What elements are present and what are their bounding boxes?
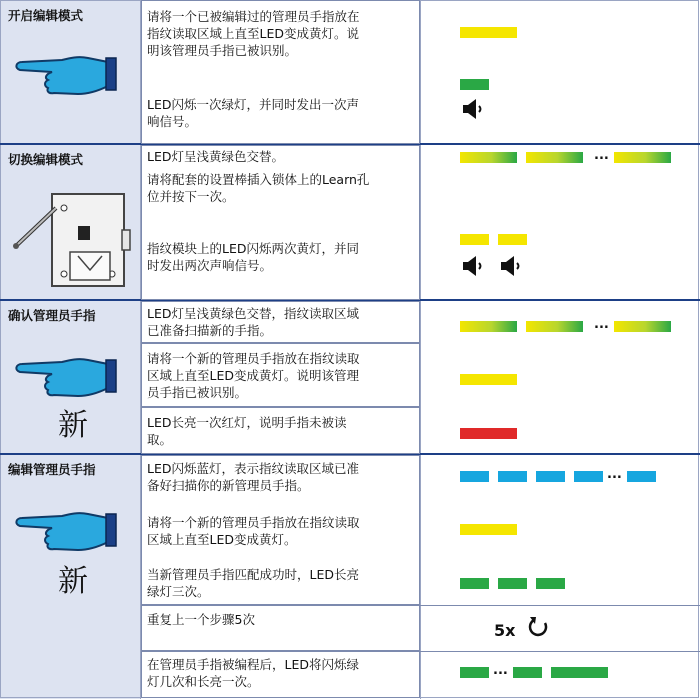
step-text: 请将一个新的管理员手指放在指纹读取 区域上直至LED变成黄灯。: [147, 515, 360, 547]
setting-rod-lock-icon: [12, 186, 136, 292]
led-yellow-green: [460, 152, 517, 163]
step-text: 在管理员手指被编程后，LED将闪烁绿 灯几次和长亮一次。: [147, 657, 359, 689]
led-blue: [627, 471, 656, 482]
speaker-icon: [500, 255, 524, 277]
led-blue: [460, 471, 489, 482]
led-green: [460, 79, 489, 90]
led-green: [460, 578, 489, 589]
step-text: LED灯呈浅黄绿色交替。: [147, 149, 284, 164]
led-yellow-green: [614, 152, 671, 163]
ellipsis: ...: [493, 663, 508, 678]
led-red: [460, 428, 517, 439]
step-text: LED灯呈浅黄绿色交替，指纹读取区域 已准备扫描新的手指。: [147, 306, 359, 338]
led-yellow-green: [460, 321, 517, 332]
section-title: 编辑管理员手指: [8, 462, 96, 477]
row-divider-thin: [420, 605, 700, 606]
row-divider-thin: [420, 651, 700, 652]
column-divider-2: [420, 0, 421, 699]
section-title: 确认管理员手指: [8, 308, 96, 323]
led-green: [498, 578, 527, 589]
led-yellow: [460, 524, 517, 535]
step-text: 重复上一个步骤5次: [147, 612, 255, 627]
led-yellow-green: [614, 321, 671, 332]
pointing-hand-icon: [8, 48, 120, 100]
step-text: 请将一个已被编辑过的管理员手指放在 指纹读取区域上直至LED变成黄灯。说 明该管理员手指已被识别。: [147, 9, 360, 58]
led-yellow: [460, 374, 517, 385]
step-text: LED长亮一次红灯，说明手指未被读 取。: [147, 415, 347, 447]
step-text: 当新管理员手指匹配成功时，LED长亮 绿灯三次。: [147, 567, 359, 599]
ellipsis: ...: [594, 148, 609, 163]
new-finger-label: 新: [58, 408, 88, 443]
step-text: 指纹模块上的LED闪烁两次黄灯，并同 时发出两次声响信号。: [147, 241, 359, 273]
step-text: 请将配套的设置棒插入锁体上的Learn孔 位并按下一次。: [147, 172, 370, 204]
repeat-count: 5x: [494, 621, 516, 640]
speaker-icon: [462, 255, 486, 277]
led-yellow: [460, 234, 489, 245]
led-blue: [536, 471, 565, 482]
led-blue: [574, 471, 603, 482]
led-green: [460, 667, 489, 678]
ellipsis: ...: [594, 317, 609, 332]
led-yellow-green: [526, 321, 583, 332]
step-box: [141, 145, 420, 300]
led-green: [513, 667, 542, 678]
led-yellow: [498, 234, 527, 245]
led-green: [536, 578, 565, 589]
speaker-icon: [462, 98, 486, 120]
repeat-arrow-icon: [526, 614, 552, 640]
section-title: 开启编辑模式: [8, 8, 84, 23]
pointing-hand-icon: [8, 350, 120, 402]
section-title: 切换编辑模式: [8, 152, 84, 167]
step-text: LED闪烁一次绿灯，并同时发出一次声 响信号。: [147, 97, 359, 129]
led-green: [551, 667, 608, 678]
new-finger-label: 新: [58, 564, 88, 599]
led-blue: [498, 471, 527, 482]
step-text: 请将一个新的管理员手指放在指纹读取 区域上直至LED变成黄灯。说明该管理 员手指已被识别。: [147, 351, 360, 400]
pointing-hand-icon: [8, 504, 120, 556]
led-yellow-green: [526, 152, 583, 163]
led-yellow: [460, 27, 517, 38]
step-text: LED闪烁蓝灯，表示指纹读取区域已准 备好扫描你的新管理员手指。: [147, 461, 359, 493]
ellipsis: ...: [607, 467, 622, 482]
